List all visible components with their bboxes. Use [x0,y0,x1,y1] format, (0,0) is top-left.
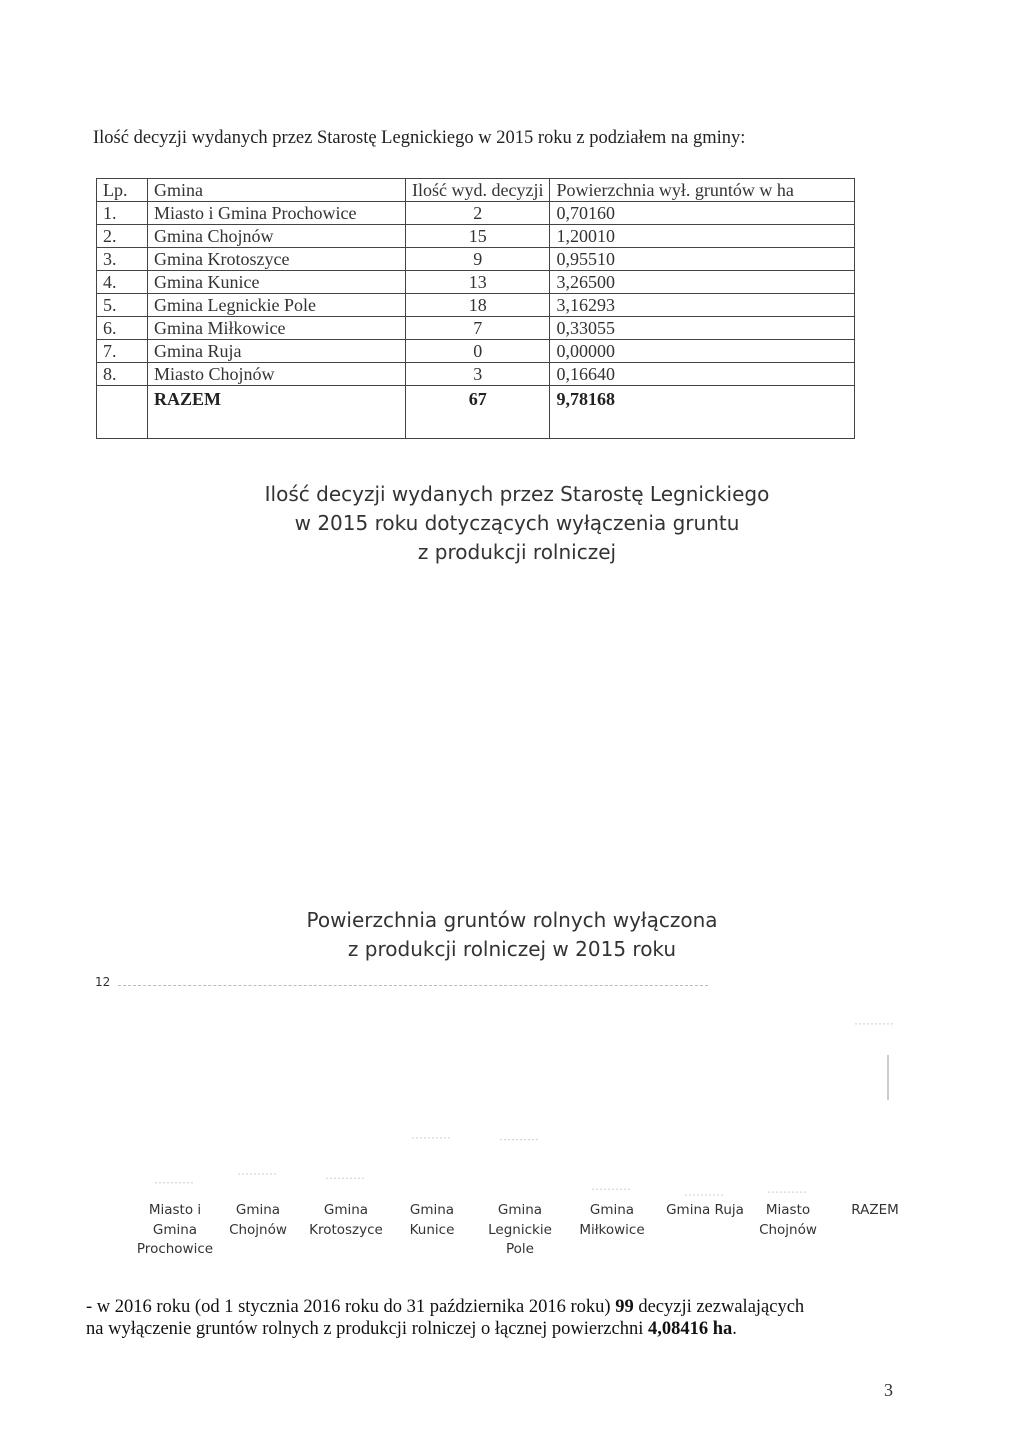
cell-lp: 2. [97,225,148,248]
footer-bold-count: 99 [615,1297,634,1317]
cell-lp: 3. [97,248,148,271]
cell-count: 3 [406,363,550,386]
footer-text: na wyłączenie gruntów rolnych z produkcji rolniczej o łącznej powierzchni [86,1319,648,1339]
footer-text: decyzji zezwalających [633,1297,805,1317]
table-row [97,294,855,317]
cell-gmina: Gmina Kunice [148,271,406,294]
cell-lp: 1. [97,202,148,225]
cell-gmina: Gmina Krotoszyce [148,248,406,271]
category-label-line: Chojnów [759,1221,817,1238]
table-total-row [97,386,855,439]
table-row [97,363,855,386]
header-count: Ilość wyd. decyzji [406,179,550,202]
category-label-line: Kunice [409,1221,455,1238]
total-area: 9,78168 [550,386,855,439]
header-area: Powierzchnia wył. gruntów w ha [550,179,855,202]
footer-text: - w 2016 roku (od 1 stycznia 2016 roku do 31 października 2016 roku) [86,1297,616,1317]
category-label [208,1201,308,1240]
cell-count: 7 [406,317,550,340]
footer-text: . [732,1319,737,1339]
category-label-line: Miasto i [148,1202,202,1218]
chart2-title-line: z produkcji rolniczej w 2015 roku [347,937,677,961]
table-row [97,225,855,248]
chart1-title [217,480,817,567]
cell-count: 0 [406,340,550,363]
chart1-title-line: w 2015 roku dotyczących wyłączenia gruntu [294,511,740,535]
cell-gmina: Miasto Chojnów [148,363,406,386]
table-row [97,340,855,363]
category-label [470,1201,570,1260]
category-label-line: Krotoszyce [309,1221,383,1238]
cell-lp: 5. [97,294,148,317]
header-lp: Lp. [97,179,148,202]
chart2-title-line: Powierzchnia gruntów rolnych wyłączona [306,908,718,932]
total-label: RAZEM [148,386,406,439]
y-tick-label: 12 [95,975,111,989]
page-number: 3 [884,1380,893,1400]
cell-count: 15 [406,225,550,248]
cell-gmina: Miasto i Gmina Prochowice [148,202,406,225]
cell-count: 18 [406,294,550,317]
cell-lp: 4. [97,271,148,294]
cell-lp: 8. [97,363,148,386]
cell-gmina: Gmina Ruja [148,340,406,363]
category-label-line: Miasto [765,1202,811,1218]
cell-count: 2 [406,202,550,225]
decisions-table [96,178,855,439]
category-label-line: Gmina [152,1221,198,1238]
category-label-line: Gmina [589,1202,635,1218]
cell-area: 3,16293 [550,294,855,317]
chart1-title-line: Ilość decyzji wydanych przez Starostę Legnickiego [264,482,770,506]
category-label-line: Gmina [409,1202,455,1218]
category-label-line: Gmina [235,1202,281,1218]
category-label [738,1201,838,1240]
total-count: 67 [406,386,550,439]
category-label-line: RAZEM [851,1202,899,1218]
cell-count: 13 [406,271,550,294]
cell-gmina: Gmina Miłkowice [148,317,406,340]
category-label-line: Chojnów [229,1221,287,1238]
cell-area: 0,70160 [550,202,855,225]
cell-area: 0,95510 [550,248,855,271]
table-row [97,202,855,225]
table-row [97,271,855,294]
cell-count: 9 [406,248,550,271]
header-gmina: Gmina [148,179,406,202]
category-label-line: Miłkowice [579,1221,645,1238]
chart2-title [212,906,812,964]
footer-paragraph [86,1296,966,1340]
cell-area: 0,00000 [550,340,855,363]
cell-gmina: Gmina Chojnów [148,225,406,248]
gridline [118,985,708,986]
cell-area: 0,33055 [550,317,855,340]
category-label-line: Gmina [323,1202,369,1218]
category-labels [120,1201,920,1271]
cell-gmina: Gmina Legnickie Pole [148,294,406,317]
category-label-line: Gmina Ruja [666,1202,744,1218]
category-label-line: Legnickie [488,1221,552,1238]
category-label [562,1201,662,1240]
page-heading: Ilość decyzji wydanych przez Starostę Legnickiego w 2015 roku z podziałem na gminy: [93,128,746,148]
footer-bold-area: 4,08416 ha [647,1319,733,1339]
category-label-line: Prochowice [136,1241,214,1257]
cell-area: 1,20010 [550,225,855,248]
table-row [97,317,855,340]
cell-area: 0,16640 [550,363,855,386]
table-row [97,248,855,271]
category-label [296,1201,396,1240]
chart1-title-line: z produkcji rolniczej [417,540,617,564]
category-label-line: Pole [506,1241,534,1257]
category-label [825,1201,925,1221]
table-header-row [97,179,855,202]
category-label-line: Gmina [497,1202,543,1218]
cell-lp: 6. [97,317,148,340]
category-label [382,1201,482,1240]
cell-lp-empty [97,386,148,439]
cell-lp: 7. [97,340,148,363]
cell-area: 3,26500 [550,271,855,294]
